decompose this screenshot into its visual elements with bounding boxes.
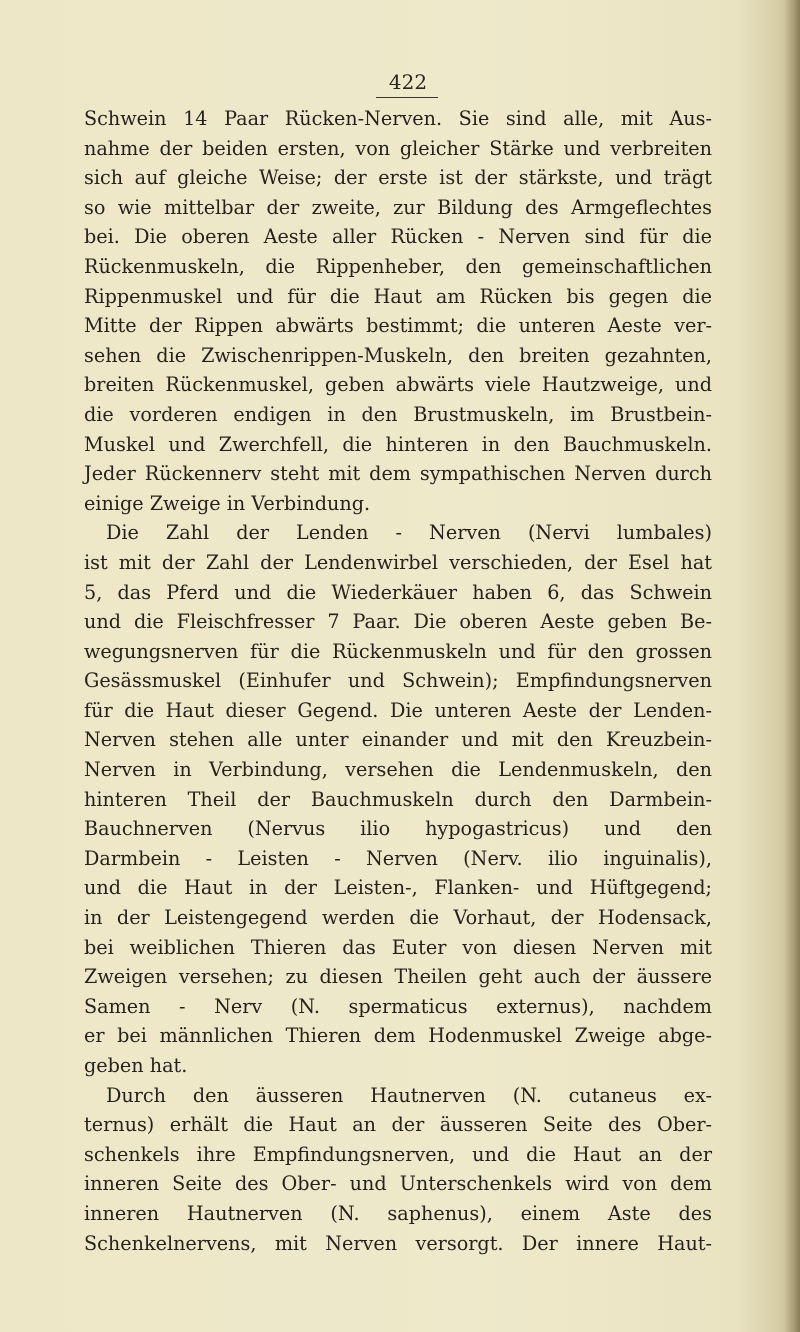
- text-line: Darmbein - Leisten - Nerven (Nerv. ilio inguinalis),: [84, 846, 712, 870]
- text-line: inneren Seite des Ober- und Unterschenkels wird von dem: [84, 1172, 712, 1196]
- text-line: Die Zahl der Lenden - Nerven (Nervi lumbales): [106, 521, 712, 545]
- text-line: schenkels ihre Empfindungsnerven, und die Haut an der: [84, 1142, 712, 1166]
- text-line: Gesässmuskel (Einhufer und Schwein); Empfindungsnerven: [84, 669, 712, 693]
- header-rule: [376, 97, 438, 98]
- text-line: Rückenmuskeln, die Rippenheber, den gemeinschaftlichen: [84, 254, 712, 278]
- text-line: einige Zweige in Verbindung.: [84, 491, 371, 515]
- text-line: inneren Hautnerven (N. saphenus), einem Aste des: [84, 1201, 712, 1225]
- text-line: Nerven stehen alle unter einander und mit den Kreuzbein-: [84, 728, 712, 752]
- text-line: für die Haut dieser Gegend. Die unteren Aeste der Lenden-: [84, 698, 712, 722]
- text-line: Rippenmuskel und für die Haut am Rücken bis gegen die: [84, 284, 712, 308]
- text-line: Schenkelnervens, mit Nerven versorgt. Der innere Haut-: [84, 1231, 712, 1255]
- text-line: ist mit der Zahl der Lendenwirbel verschieden, der Esel hat: [84, 550, 712, 574]
- text-line: wegungsnerven für die Rückenmuskeln und für den grossen: [84, 639, 712, 663]
- text-line: nahme der beiden ersten, von gleicher Stärke und verbreiten: [84, 136, 712, 160]
- text-line: bei. Die oberen Aeste aller Rücken - Nerven sind für die: [84, 225, 712, 249]
- text-line: 5, das Pferd und die Wiederkäuer haben 6, das Schwein: [84, 580, 712, 604]
- text-line: geben hat.: [84, 1054, 188, 1077]
- text-line: die vorderen endigen in den Brustmuskeln, im Brustbein-: [84, 402, 712, 426]
- text-line: er bei männlichen Thieren dem Hodenmuskel Zweige abge-: [84, 1024, 712, 1048]
- text-line: Bauchnerven (Nervus ilio hypogastricus) und den: [84, 817, 712, 841]
- text-line: sich auf gleiche Weise; der erste ist der stärkste, und trägt: [84, 166, 712, 190]
- text-line: Zweigen versehen; zu diesen Theilen geht auch der äussere: [84, 965, 712, 989]
- text-line: Schwein 14 Paar Rücken-Nerven. Sie sind alle, mit Aus-: [84, 107, 712, 130]
- page-number: 422: [388, 70, 428, 94]
- text-line: sehen die Zwischenrippen-Muskeln, den breiten gezahnten,: [84, 343, 712, 367]
- text-line: Nerven in Verbindung, versehen die Lendenmuskeln, den: [84, 758, 712, 782]
- text-line: ternus) erhält die Haut an der äusseren Seite des Ober-: [84, 1113, 712, 1137]
- page-edge-shadow: [784, 0, 800, 1332]
- text-line: Mitte der Rippen abwärts bestimmt; die unteren Aeste ver-: [84, 314, 712, 338]
- text-line: hinteren Theil der Bauchmuskeln durch den Darmbein-: [84, 787, 712, 811]
- text-line: Jeder Rückennerv steht mit dem sympathischen Nerven durch: [84, 462, 712, 486]
- text-line: Durch den äusseren Hautnerven (N. cutaneus ex-: [106, 1083, 712, 1107]
- text-line: in der Leistengegend werden die Vorhaut, der Hodensack,: [84, 906, 712, 930]
- text-line: so wie mittelbar der zweite, zur Bildung des Armgeflechtes: [84, 195, 712, 219]
- text-line: bei weiblichen Thieren das Euter von diesen Nerven mit: [84, 935, 712, 959]
- body-text: [84, 104, 712, 1258]
- text-line: Muskel und Zwerchfell, die hinteren in den Bauchmuskeln.: [84, 432, 712, 456]
- text-line: und die Fleischfresser 7 Paar. Die oberen Aeste geben Be-: [84, 610, 712, 634]
- text-line: und die Haut in der Leisten-, Flanken- und Hüftgegend;: [84, 876, 712, 900]
- text-line: breiten Rückenmuskel, geben abwärts viele Hautzweige, und: [84, 373, 712, 397]
- text-line: Samen - Nerv (N. spermaticus externus), nachdem: [84, 994, 712, 1018]
